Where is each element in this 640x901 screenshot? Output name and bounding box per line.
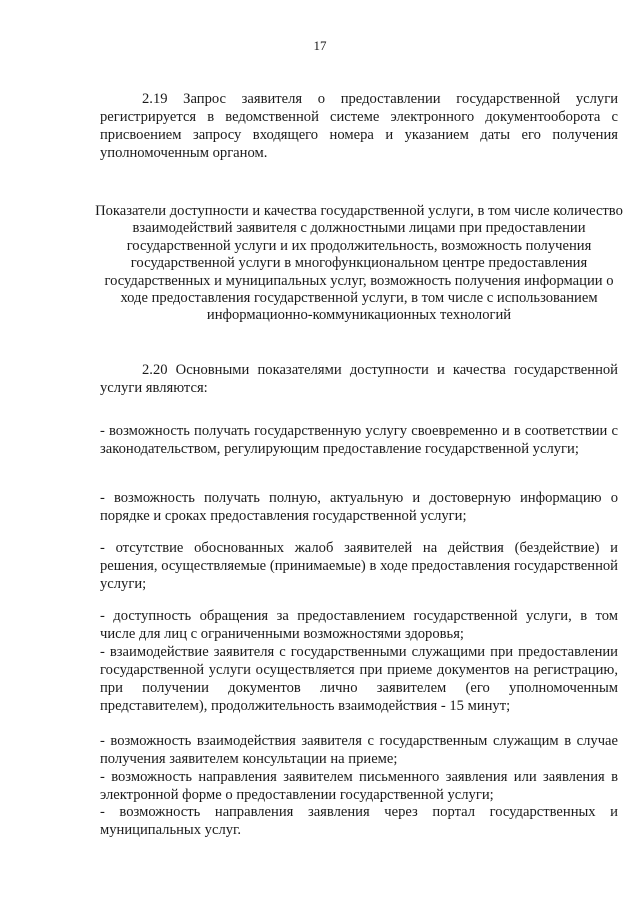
list-item: - возможность направления заявителем письменного заявления или заявления в электронной форме о предоставлении государственной услуги; — [100, 769, 618, 803]
list-item: - доступность обращения за предоставлением государственной услуги, в том числе для лиц с ограниченными возможностями здоровья; — [100, 608, 618, 642]
list-item: - возможность взаимодействия заявителя с государственным служащим в случае получения заявителем консультации на приеме; — [100, 733, 618, 767]
section-heading: Показатели доступности и качества государственной услуги, в том числе количество взаимодействий заявителя с должностными лицами при предоставлении государственной услуги и их продолжительность, возможность получения государственной услуги в многофункциональном центре предоставления государственных и муниципальных услуг, возможность получения информации о ходе предоставления государственной услуги, в том числе с использованием информационно-коммуникационных технологий — [95, 203, 623, 324]
list-item: - возможность направления заявления через портал государственных и муниципальных услуг. — [100, 804, 618, 838]
list-item: - возможность получать полную, актуальную и достоверную информацию о порядке и сроках предоставления государственной услуги; — [100, 490, 618, 524]
paragraph-2-20-intro: 2.20 Основными показателями доступности и качества государственной услуги являются: — [100, 362, 618, 396]
list-item: - взаимодействие заявителя с государственными служащими при предоставлении государственной услуги осуществляется при приеме документов на регистрацию, при получении документов лично заявителем (его уполномоченным представителем), продолжительность взаимодействия - 15 минут; — [100, 644, 618, 714]
list-item: - отсутствие обоснованных жалоб заявителей на действия (бездействие) и решения, осуществляемые (принимаемые) в ходе предоставления государственной услуги; — [100, 540, 618, 592]
paragraph-2-19: 2.19 Запрос заявителя о предоставлении государственной услуги регистрируется в ведомственной системе электронного документооборота с присвоением запросу входящего номера и указанием даты его получения уполномоченным органом. — [100, 91, 618, 161]
list-item: - возможность получать государственную услугу своевременно и в соответствии с законодательством, регулирующим предоставление государственной услуги; — [100, 423, 618, 457]
page-number: 17 — [313, 38, 327, 53]
